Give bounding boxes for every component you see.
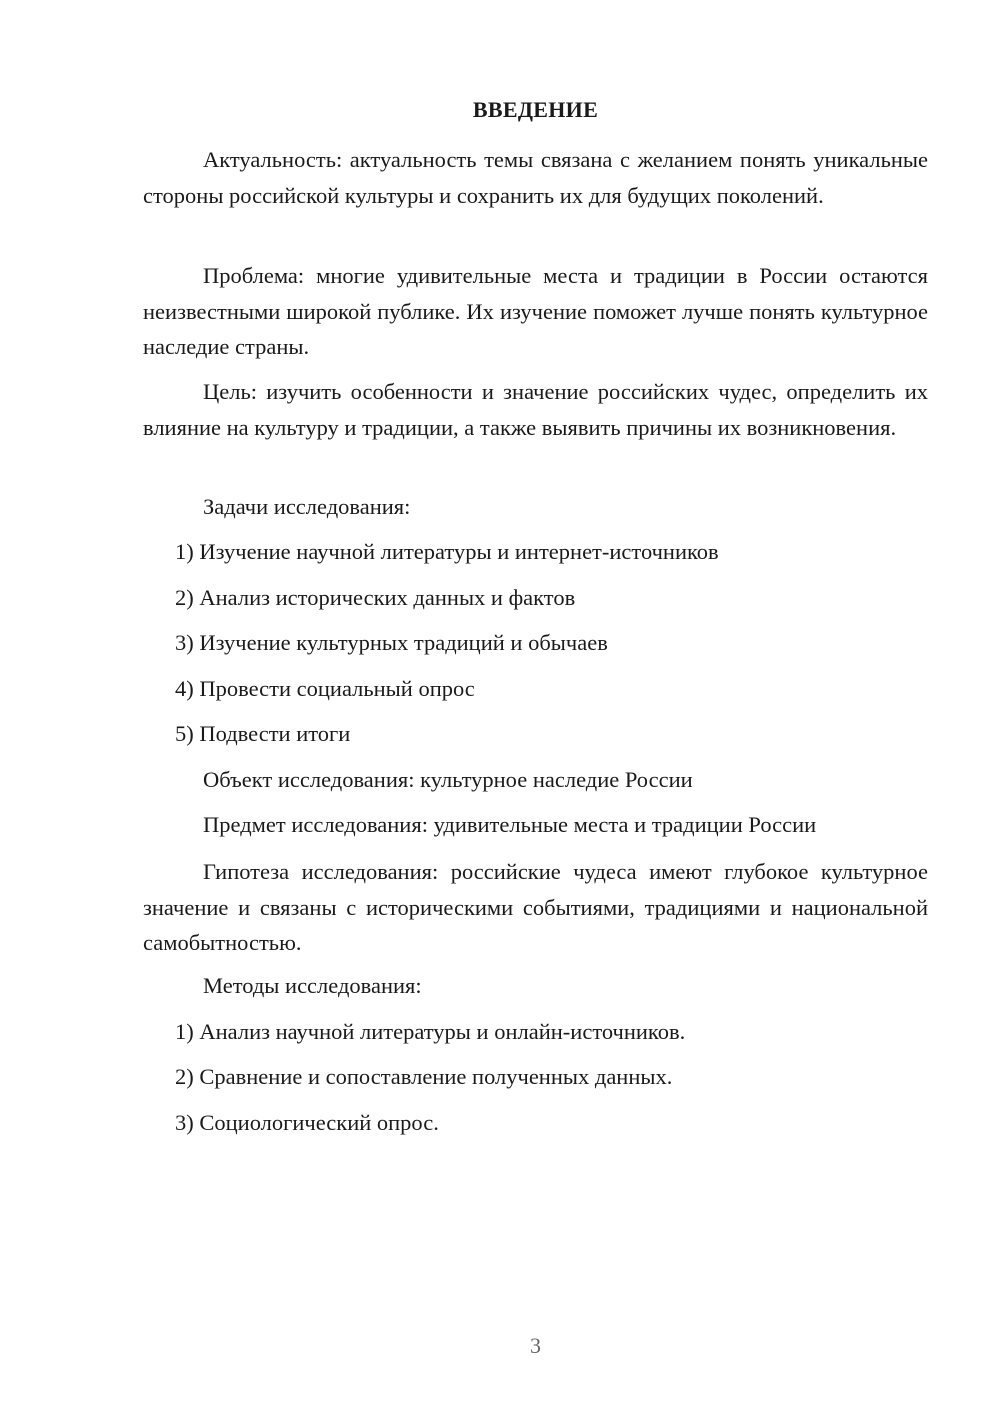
task-item: 1) Изучение научной литературы и интернет-источников — [175, 539, 719, 564]
task-item: 3) Изучение культурных традиций и обычаев — [175, 630, 608, 655]
hypothesis-paragraph: Гипотеза исследования: российские чудеса имеют глубокое культурное значение и связаны с историческими событиями, традициями и национальной самобытностью. — [143, 859, 928, 955]
method-item: 3) Социологический опрос. — [175, 1110, 439, 1135]
document-page — [143, 0, 928, 1414]
page-number: 3 — [530, 1333, 541, 1358]
relevance-paragraph: Актуальность: актуальность темы связана с желанием понять уникальные стороны российской культуры и сохранить их для будущих поколений. — [143, 147, 928, 208]
problem-paragraph: Проблема: многие удивительные места и традиции в России остаются неизвестными широкой публике. Их изучение поможет лучше понять культурное наследие страны. — [143, 263, 928, 359]
task-item: 4) Провести социальный опрос — [175, 676, 475, 701]
task-item: 5) Подвести итоги — [175, 721, 351, 746]
method-item: 1) Анализ научной литературы и онлайн-источников. — [175, 1019, 686, 1044]
research-object: Объект исследования: культурное наследие России — [203, 767, 693, 792]
method-item: 2) Сравнение и сопоставление полученных данных. — [175, 1064, 673, 1089]
goal-paragraph: Цель: изучить особенности и значение российских чудес, определить их влияние на культуру и традиции, а также выявить причины их возникновения. — [143, 379, 928, 440]
tasks-label: Задачи исследования: — [203, 494, 411, 519]
research-subject: Предмет исследования: удивительные места и традиции России — [203, 812, 817, 837]
methods-label: Методы исследования: — [203, 973, 422, 998]
section-heading: ВВЕДЕНИЕ — [472, 97, 599, 122]
task-item: 2) Анализ исторических данных и фактов — [175, 585, 576, 610]
